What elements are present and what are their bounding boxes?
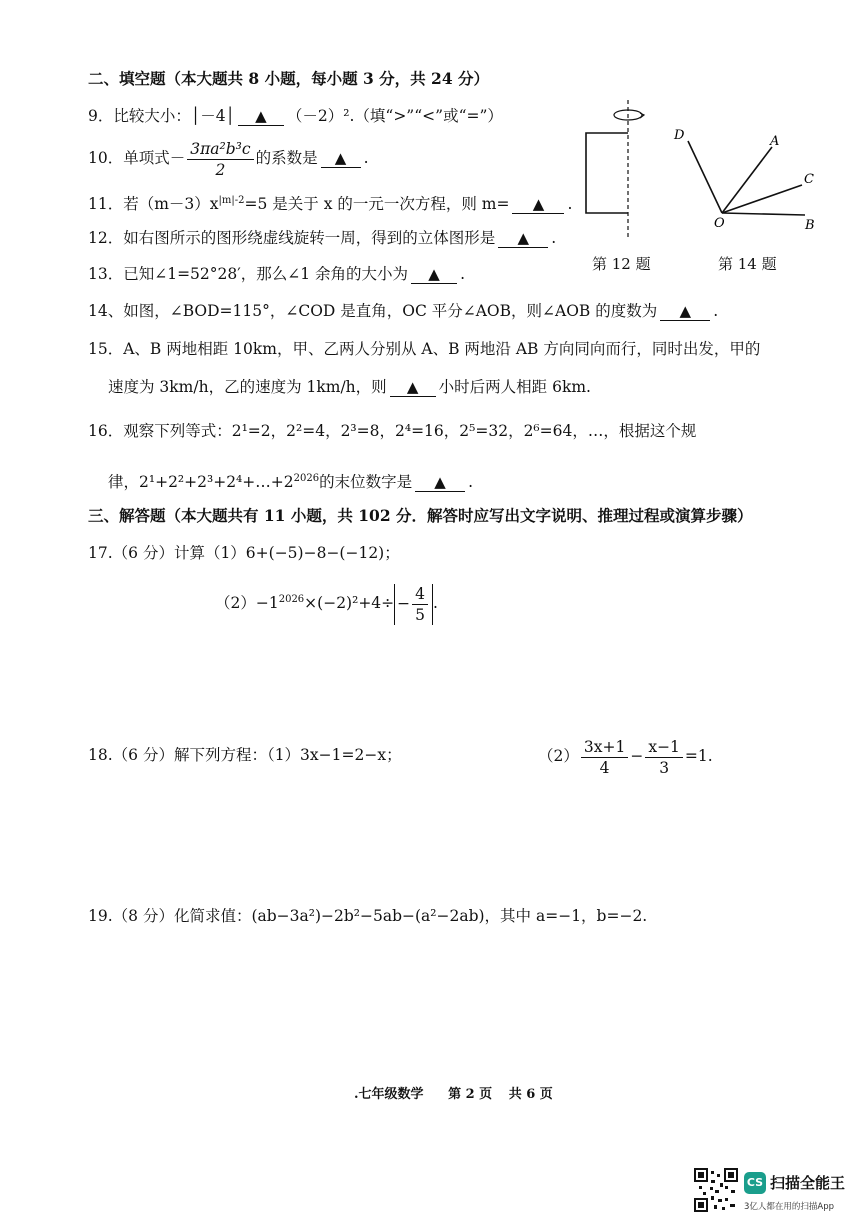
question-15-line-1: 15．A、B 两地相距 10km，甲、乙两人分别从 A、B 两地沿 AB 方向同向而行，同时出发，甲的 bbox=[88, 340, 761, 358]
q17-part2-a: （2）−1 bbox=[215, 594, 279, 613]
fig12-caption: 第 12 题 bbox=[592, 255, 651, 273]
figures-area bbox=[570, 95, 830, 245]
q9-triangle-mark: ▲ bbox=[255, 107, 267, 125]
q15-line2-b: 小时后两人相距 6km. bbox=[438, 378, 591, 396]
ray-OA bbox=[722, 147, 772, 213]
q10-fraction-numerator: 3πa²b³c bbox=[187, 139, 253, 160]
scanner-logo-icon: CS bbox=[744, 1172, 766, 1194]
question-15-line-2 bbox=[108, 376, 591, 398]
label-B: B bbox=[805, 218, 815, 233]
question-10 bbox=[88, 136, 369, 180]
q14-end: . bbox=[713, 302, 719, 320]
q16-end: . bbox=[468, 473, 474, 492]
q15-triangle-mark: ▲ bbox=[406, 378, 419, 396]
q14-text: 14、如图，∠BOD=115°，∠COD 是直角，OC 平分∠AOB，则∠AOB 的度数为 bbox=[88, 302, 658, 320]
q13-end: . bbox=[460, 265, 465, 283]
qr-code-icon bbox=[694, 1168, 738, 1212]
question-16-line-1: 16．观察下列等式：2¹=2，2²=4，2³=8，2⁴=16，2⁵=32，2⁶=64，…，根据这个规 bbox=[88, 422, 697, 440]
q15-line2-a: 速度为 3km/h，乙的速度为 1km/h，则 bbox=[108, 378, 387, 396]
q11-middle: =5 是关于 x 的一元一次方程，则 m= bbox=[244, 195, 510, 214]
q11-exponent: |m|-2 bbox=[218, 195, 245, 206]
label-A: A bbox=[770, 134, 780, 149]
question-19: 19.（8 分）化简求值：(ab−3a²)−2b²−5ab−(a²−2ab)，其中 a=−1，b=−2. bbox=[88, 907, 648, 925]
q18-fraction-1 bbox=[581, 737, 628, 778]
q13-text: 13．已知∠1=52°28′，那么∠1 余角的大小为 bbox=[88, 265, 409, 283]
question-18-part-1: 18.（6 分）解下列方程：（1）3x−1=2−x； bbox=[88, 746, 402, 764]
fig12-shape bbox=[586, 100, 644, 240]
q16-answer-blank bbox=[415, 473, 465, 492]
q10-suffix: 的系数是 bbox=[255, 149, 318, 167]
q10-triangle-mark: ▲ bbox=[334, 149, 347, 167]
q10-fraction bbox=[187, 139, 253, 180]
label-C: C bbox=[804, 172, 814, 187]
q10-prefix: 10．单项式－ bbox=[88, 149, 186, 167]
footer bbox=[354, 1083, 553, 1102]
question-13 bbox=[88, 263, 465, 285]
ray-OC bbox=[722, 185, 802, 213]
q12-end: . bbox=[551, 229, 557, 247]
question-12 bbox=[88, 227, 556, 249]
question-16-line-2 bbox=[108, 468, 473, 493]
footer-page: 第 2 页 bbox=[448, 1087, 493, 1102]
q16-line2-a: 律，2¹+2²+2³+2⁴+…+2 bbox=[108, 473, 294, 492]
q12-answer-blank bbox=[498, 229, 548, 248]
question-17-part-1: 17.（6 分）计算（1）6+(−5)−8−(−12)； bbox=[88, 544, 400, 562]
q10-answer-blank bbox=[321, 149, 361, 168]
label-D: D bbox=[674, 128, 685, 143]
footer-subject: .七年级数学 bbox=[354, 1087, 424, 1102]
q16-exponent: 2026 bbox=[293, 473, 320, 484]
scanner-tagline: 3亿人都在用的扫描App bbox=[744, 1202, 835, 1212]
ray-OB bbox=[722, 213, 805, 215]
footer-total: 共 6 页 bbox=[508, 1087, 553, 1102]
q9-answer-blank bbox=[238, 107, 284, 126]
q17-abs-fraction bbox=[412, 584, 428, 625]
q16-line2-b: 的末位数字是 bbox=[319, 473, 413, 492]
q10-end: . bbox=[363, 149, 369, 167]
q18-part2-label: （2） bbox=[538, 747, 579, 765]
q18-fraction-2-numerator: x−1 bbox=[645, 737, 683, 758]
q10-fraction-denominator: 2 bbox=[215, 160, 226, 179]
q17-absolute-value: − $\frac{4}{5}$ bbox=[394, 584, 433, 625]
q18-fraction-1-denominator: 4 bbox=[599, 758, 610, 777]
q18-fraction-1-numerator: 3x+1 bbox=[581, 737, 628, 758]
q17-exponent: 2026 bbox=[278, 594, 305, 605]
q17-abs-denominator: 5 bbox=[415, 605, 426, 624]
question-18-part-2: （2） $\frac{3x+1}{4}$ − $\frac{x-1}{3}$ =1. bbox=[538, 737, 713, 777]
question-14 bbox=[88, 300, 718, 322]
q17-abs-numerator: 4 bbox=[412, 584, 428, 605]
q14-triangle-mark: ▲ bbox=[679, 302, 691, 320]
question-17-part-2 bbox=[215, 578, 438, 625]
q15-answer-blank bbox=[390, 378, 436, 397]
label-O: O bbox=[714, 216, 725, 231]
q18-rhs: =1. bbox=[684, 747, 713, 765]
fig14-caption: 第 14 题 bbox=[718, 255, 777, 273]
fig14-angles bbox=[673, 128, 815, 233]
q14-answer-blank bbox=[660, 302, 710, 321]
q16-triangle-mark: ▲ bbox=[434, 473, 446, 492]
q17-end: . bbox=[433, 594, 438, 613]
q9-prefix: 9．比较大小：│－4│ bbox=[88, 107, 235, 125]
question-9 bbox=[88, 105, 503, 127]
q11-answer-blank bbox=[512, 195, 564, 214]
q11-end: . bbox=[567, 195, 573, 214]
section-2-title: 二、填空题（本大题共 8 小题，每小题 3 分，共 24 分） bbox=[88, 69, 490, 88]
q17-part2-b: ×(−2)²+4÷ bbox=[304, 594, 395, 613]
ray-OD bbox=[688, 141, 722, 213]
q12-triangle-mark: ▲ bbox=[517, 229, 529, 247]
question-11 bbox=[88, 190, 572, 215]
q13-answer-blank bbox=[411, 265, 457, 284]
q13-triangle-mark: ▲ bbox=[428, 265, 440, 283]
q18-fraction-2 bbox=[645, 737, 683, 778]
q9-suffix: （－2）².（填“>”“<”或“=”） bbox=[286, 107, 503, 125]
q12-text: 12．如右图所示的图形绕虚线旋转一周，得到的立体图形是 bbox=[88, 229, 496, 247]
q18-fraction-2-denominator: 3 bbox=[659, 758, 670, 777]
q11-triangle-mark: ▲ bbox=[532, 195, 545, 214]
q11-prefix: 11．若（m－3）x bbox=[88, 195, 219, 214]
scanner-brand-name: 扫描全能王 bbox=[770, 1174, 846, 1192]
section-3-title: 三、解答题（本大题共有 11 小题，共 102 分．解答时应写出文字说明、推理过程或演算步骤） bbox=[88, 506, 753, 525]
